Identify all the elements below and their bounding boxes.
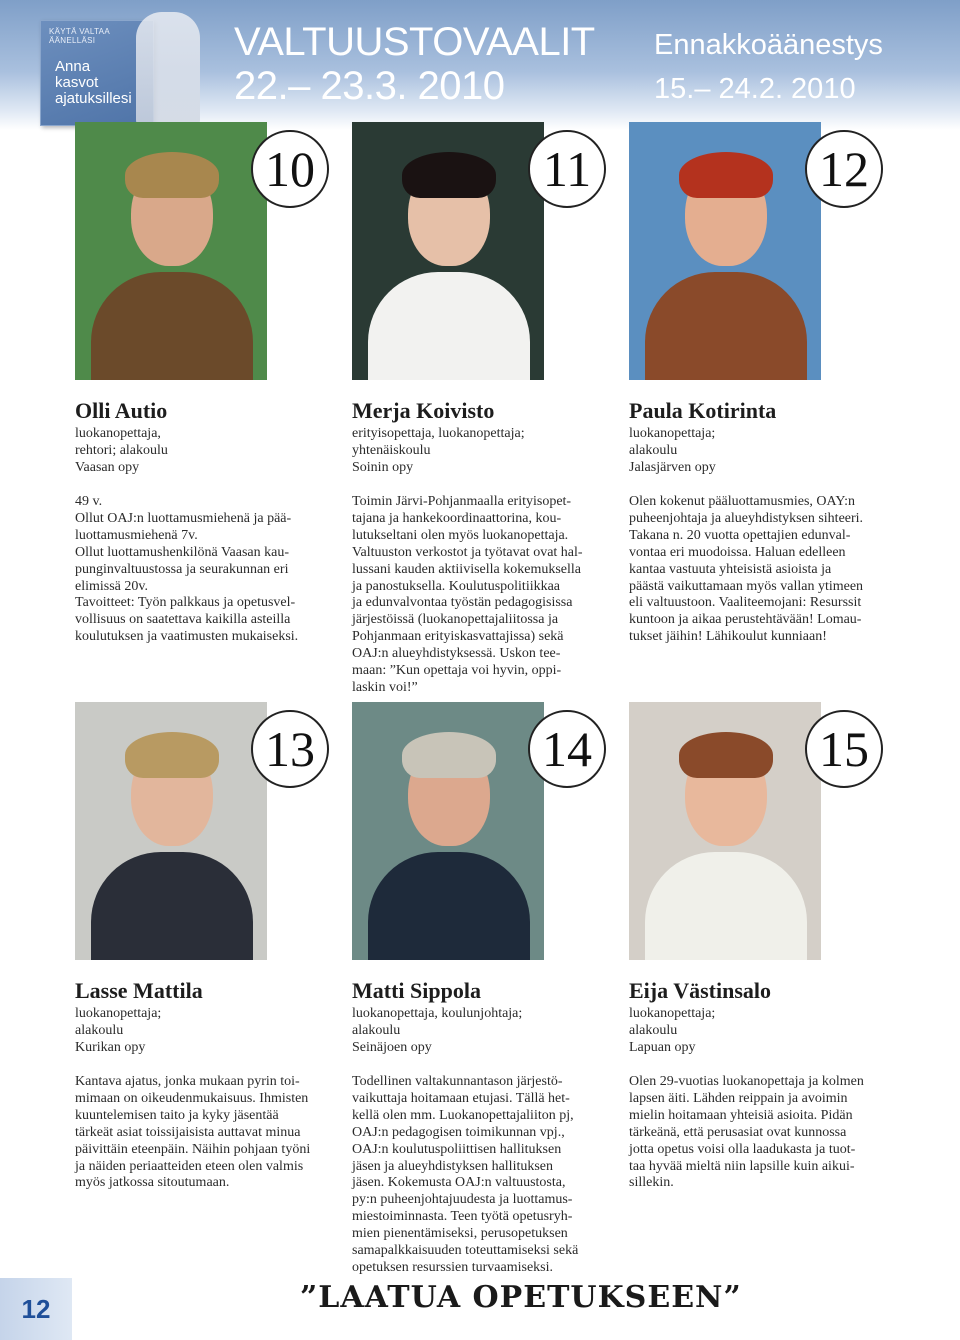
description-line: Kantava ajatus, jonka mukaan pyrin toi- <box>75 1074 300 1089</box>
advance-voting-date: 15.– 24.2. 2010 <box>654 73 856 105</box>
description-line: tajana ja hankekoordinaattorina, kou- <box>352 510 562 526</box>
candidate-number: 14 <box>528 710 606 788</box>
candidate-description <box>75 1074 337 1192</box>
candidate-role <box>75 425 168 476</box>
role-line: Soinin opy <box>352 460 414 475</box>
role-line: luokanopettaja; <box>629 426 716 441</box>
description-line: luottamusmiehenä 7v. <box>75 527 198 543</box>
description-line: ja näiden periaatteiden eteen olen valmis <box>75 1158 304 1174</box>
portrait-hair <box>679 732 773 778</box>
candidate-role <box>75 1005 161 1056</box>
description-line: mielin hoitamaan yhteisiä asioita. Pidän <box>629 1107 853 1123</box>
description-line: Pohjanmaan erityiskasvattajissa) sekä <box>352 629 564 645</box>
portrait-hair <box>402 152 496 198</box>
advance-voting-title: Ennakkoäänestys <box>654 29 883 61</box>
candidate-number: 13 <box>251 710 329 788</box>
role-line: yhtenäiskoulu <box>352 443 431 458</box>
candidate-name: Merja Koivisto <box>352 398 495 423</box>
footer-slogan: ”LAATUA OPETUKSEEN” <box>300 1280 742 1315</box>
candidate-role <box>629 1005 715 1056</box>
candidate-name: Matti Sippola <box>352 978 481 1003</box>
description-line: jotta opetus voisi olla laadukasta ja tuot- <box>629 1141 856 1157</box>
description-line: vollisuus on saatettava kaikilla asteilla <box>75 612 291 628</box>
description-line: ja panostuksella. Koulutuspolitiikkaa <box>352 578 561 594</box>
description-line: sillekin. <box>629 1175 674 1191</box>
candidate-role <box>629 425 716 476</box>
role-line: luokanopettaja, koulunjohtaja; <box>352 1006 523 1021</box>
description-line: tärkeät asiat toissijaisista auttavat minua <box>75 1124 301 1140</box>
candidate-name: Paula Kotirinta <box>629 398 777 423</box>
description-line: Ollut luottamushenkilönä Vaasan kau- <box>75 544 289 560</box>
portrait-hair <box>679 152 773 198</box>
role-line: Seinäjoen opy <box>352 1040 432 1055</box>
description-line: eli valtuustoon. Vaaliteemojani: Resurssit <box>629 595 862 611</box>
candidate-photo <box>75 702 267 960</box>
election-title: VALTUUSTOVAALIT <box>234 20 595 64</box>
description-line: lutukseltani olen myös luokanopettaja. <box>352 527 569 543</box>
page-number: 12 <box>0 1278 72 1340</box>
description-line: OAJ:n alueyhdistyksessä. Uskon tee- <box>352 646 561 662</box>
role-line: luokanopettaja, <box>75 426 161 441</box>
candidate-name: Eija Västinsalo <box>629 978 772 1003</box>
role-line: alakoulu <box>75 1023 124 1038</box>
description-line: opetuksen resurssien turvaamiseksi. <box>352 1259 554 1275</box>
header-banner <box>0 0 960 130</box>
candidate-number: 11 <box>528 130 606 208</box>
description-line: punginvaltuustossa ja seurakunnan eri <box>75 561 289 577</box>
portrait-shoulders <box>91 272 253 380</box>
description-line: kantaa vastuuta yhteisistä asioista ja <box>629 561 832 577</box>
description-line: päästä vaikuttamaan myös vallan ytimeen <box>629 578 864 594</box>
description-line: maan: ”Kun opettaja voi hyvin, oppi- <box>352 663 562 679</box>
role-line: erityisopettaja, luokanopettaja; <box>352 426 525 441</box>
description-line: OAJ:n koulutuspoliittisen hallituksen <box>352 1141 562 1157</box>
candidate-photo <box>352 702 544 960</box>
description-line: Valtuuston verkostot ja työtavat ovat hal- <box>352 544 583 560</box>
description-line: lussani kauden aktiivisella kokemuksella <box>352 561 582 577</box>
description-line: Takana n. 20 vuotta opettajien edunval- <box>629 527 851 543</box>
description-line: tärkeänä, että perusasiat ovat kunnossa <box>629 1124 847 1140</box>
hand-illustration <box>136 12 200 128</box>
description-line: OAJ:n pedagogisen toimikunnan vpj., <box>352 1124 565 1140</box>
description-line: mimaan on oikeudenmukaisuus. Ihmisten <box>75 1090 309 1106</box>
description-line: laskin voi!” <box>352 679 418 695</box>
candidate-name: Olli Autio <box>75 398 168 423</box>
description-line: miestoiminnasta. Teen työtä opetusryh- <box>352 1209 573 1225</box>
description-line: puheenjohtaja ja alueyhdistyksen sihteeri. <box>629 510 864 526</box>
description-line: py:n puheenjohtajuudesta ja luottamus- <box>352 1192 573 1208</box>
candidate-description <box>352 1074 614 1277</box>
poster-slogan: Anna kasvot ajatuksillesi <box>55 58 132 107</box>
portrait-shoulders <box>368 852 530 960</box>
role-line: Kurikan opy <box>75 1040 146 1055</box>
description-line: Toimin Järvi-Pohjanmaalla erityisopet- <box>352 494 572 509</box>
description-line: kellä olen mm. Luokanopettajaliiton pj, <box>352 1107 574 1123</box>
role-line: luokanopettaja; <box>629 1006 716 1021</box>
description-line: Todellinen valtakunnantason järjestö- <box>352 1074 563 1089</box>
candidate-number: 15 <box>805 710 883 788</box>
description-line: kuuntelemisen taito ja kyky jäsentää <box>75 1107 279 1123</box>
description-line: tukset jäihin! Lähikoulut kunniaan! <box>629 629 827 645</box>
candidate-role <box>352 1005 522 1056</box>
role-line: Jalasjärven opy <box>629 460 716 475</box>
description-line: Tavoitteet: Työn palkkaus ja opetusvel- <box>75 595 296 611</box>
poster-tagline: KÄYTÄ VALTAA ÄÄNELLÄSI <box>49 27 110 45</box>
candidate-number: 12 <box>805 130 883 208</box>
description-line: vaikuttaja hoitamaan etujasi. Tällä het- <box>352 1090 570 1106</box>
role-line: Lapuan opy <box>629 1040 696 1055</box>
description-line: 49 v. <box>75 494 103 509</box>
candidate-role <box>352 425 525 476</box>
description-line: järjestöissä (luokanopettajaliitossa ja <box>352 612 559 628</box>
description-line: jäsen ja alueyhdistyksen hallituksen <box>352 1158 554 1174</box>
candidate-photo <box>629 702 821 960</box>
portrait-shoulders <box>91 852 253 960</box>
description-line: päivittäin eteenpäin. Näihin pohjaan työni <box>75 1141 311 1157</box>
candidate-photo <box>75 122 267 380</box>
description-line: Olen 29-vuotias luokanopettaja ja kolmen <box>629 1074 864 1089</box>
portrait-hair <box>125 152 219 198</box>
portrait-hair <box>402 732 496 778</box>
description-line: samapalkkaisuuden toteuttamiseksi sekä <box>352 1243 579 1259</box>
description-line: mien pienentämiseksi, perusopetuksen <box>352 1226 568 1242</box>
portrait-hair <box>125 732 219 778</box>
candidate-description <box>629 1074 891 1192</box>
portrait-shoulders <box>368 272 530 380</box>
description-line: elimissä 20v. <box>75 578 148 594</box>
candidate-photo <box>352 122 544 380</box>
candidate-description <box>629 494 891 646</box>
description-line: koulutuksen ja vaatimusten mukaiseksi. <box>75 629 299 645</box>
candidate-description <box>75 494 337 646</box>
candidate-number: 10 <box>251 130 329 208</box>
candidate-name: Lasse Mattila <box>75 978 203 1003</box>
portrait-shoulders <box>645 272 807 380</box>
role-line: alakoulu <box>629 443 678 458</box>
role-line: rehtori; alakoulu <box>75 443 168 458</box>
description-line: ja edunvalvontaa työstän pedagogisissa <box>352 595 573 611</box>
portrait-shoulders <box>645 852 807 960</box>
description-line: myös jatkossa sitoutumaan. <box>75 1175 230 1191</box>
description-line: lapsen äiti. Lähden reippain ja avoimin <box>629 1090 848 1106</box>
description-line: jäsen. Kokemusta OAJ:n valtuustosta, <box>352 1175 566 1191</box>
description-line: Ollut OAJ:n luottamusmiehenä ja pää- <box>75 510 292 526</box>
candidate-photo <box>629 122 821 380</box>
description-line: taa hyvää mieltä niin lapsille kuin aikui- <box>629 1158 855 1174</box>
description-line: kuntoon ja aikaa perustehtävään! Lomau- <box>629 612 862 628</box>
role-line: Vaasan opy <box>75 460 140 475</box>
role-line: alakoulu <box>352 1023 401 1038</box>
description-line: vontaa eri muodoissa. Haluan edelleen <box>629 544 846 560</box>
candidate-description <box>352 494 614 697</box>
role-line: alakoulu <box>629 1023 678 1038</box>
election-date: 22.– 23.3. 2010 <box>234 64 505 108</box>
description-line: Olen kokenut pääluottamusmies, OAY:n <box>629 494 856 509</box>
role-line: luokanopettaja; <box>75 1006 162 1021</box>
